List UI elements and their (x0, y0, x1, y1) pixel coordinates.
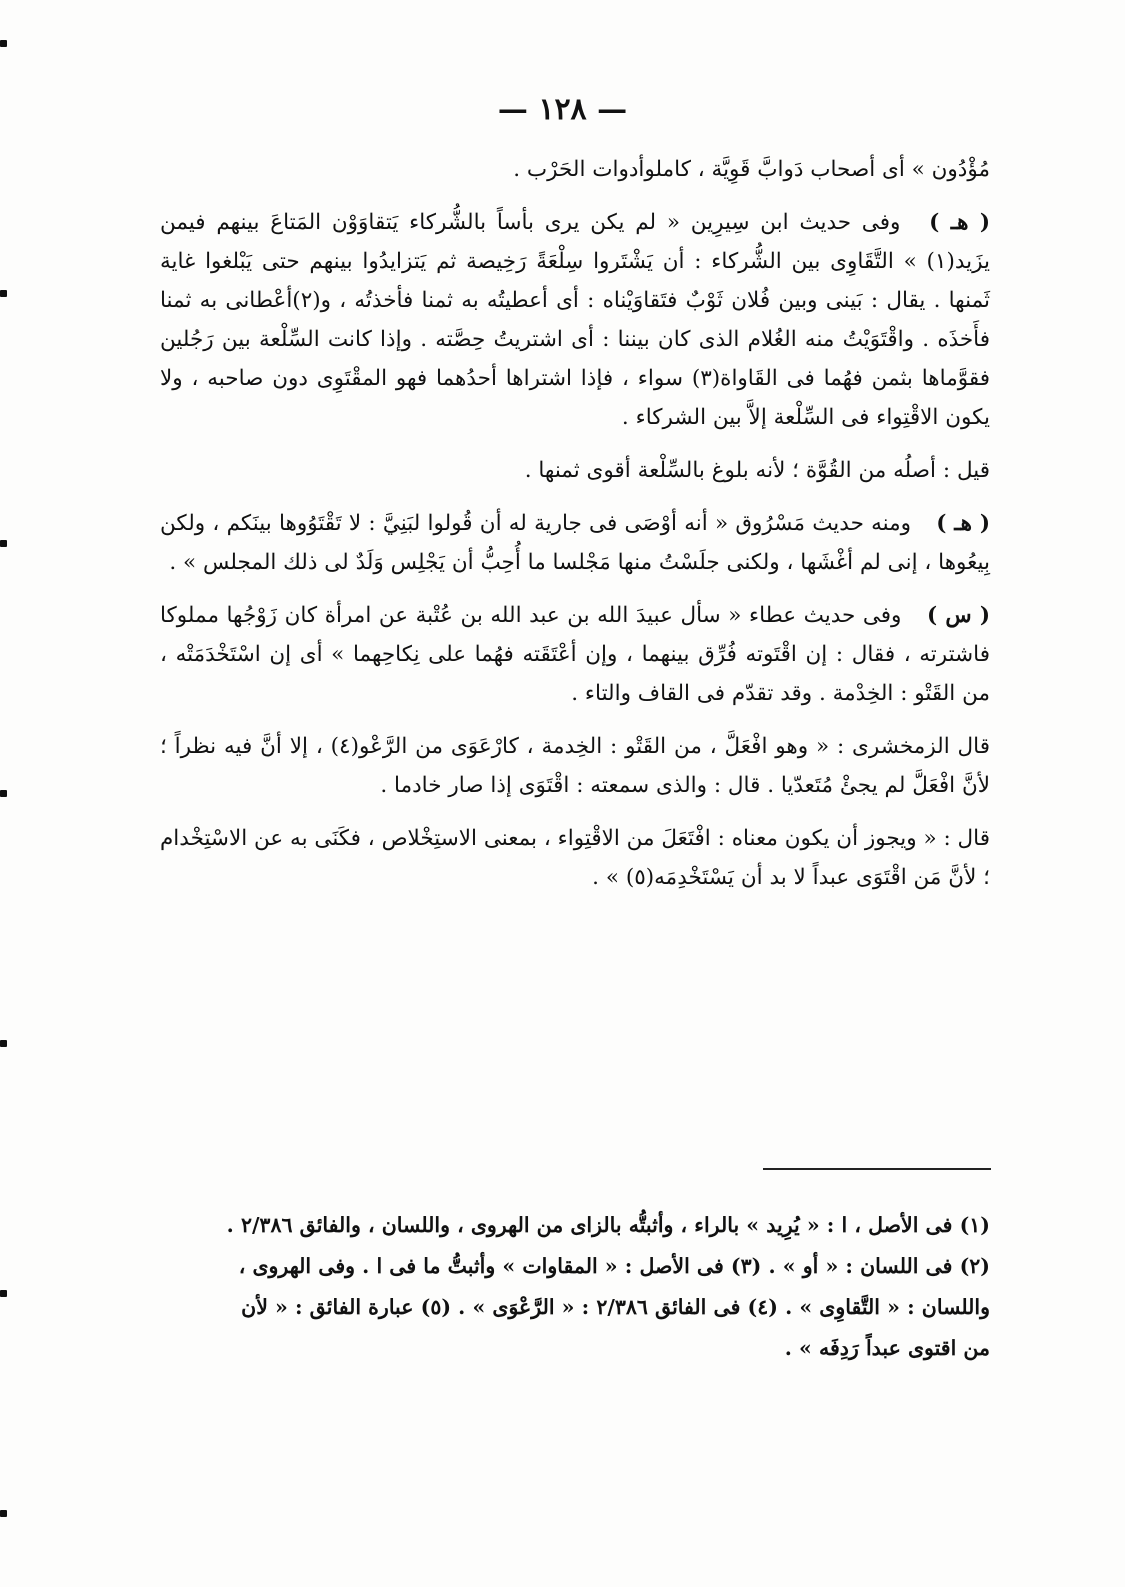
paragraph-text: وفى حديث ابن سِيرِين « لم يكن يرى بأساً بالشُّركاء يَتقاوَوْن المَتاعَ بينهم فيمن يزَيد(١) » التَّقَاوِى بين الشُّركاء : أن يَشْتَروا سِلْعَةً رَخِيصة ثم يَتزايدُوا بينهم حتى يَبْلغوا غاية ثَمنها . يقال : بَينى وبين فُلان ثَوْبٌ فتَقاوَيْناه : أى أعطيتُه به ثمنا فأخذتُه ، و(٢)أعْطانى به ثمنا فأَخذَه . واقْتَوَيْتُ منه الغُلام الذى كان بيننا : أى اشتريتُ حِصَّته . وإذا كانت السِّلْعة بين رَجُلين فقوَّماها بثمن فهُما فى القَاواة(٣) سواء ، فإذا اشتراها أحدُهما فهو المقْتَوِى دون صاحبه ، ولا يكون الاقْتِواء فى السِّلْعة إلاَّ بين الشركاء . (160, 210, 990, 430)
paragraph-marker: ( س ) (927, 603, 990, 628)
footnote-line: (١) فى الأصل ، ا : « يُرِيد » بالراء ، وأثبتُّه بالزاى من الهروى ، واللسان ، والفائق ٢/٣٨٦ . (226, 1213, 990, 1237)
scan-mark (0, 540, 7, 547)
paragraph-text: قيل : أصلُه من القُوَّة ؛ لأنه بلوغ بالسِّلْعة أقوى ثمنها . (524, 458, 990, 483)
main-text (160, 150, 990, 911)
footnote-line: (٢) فى اللسان : « أو » . (٣) فى الأصل : « المقاوات » وأثبتُّ ما فى ا . وفى الهروى ، (238, 1254, 990, 1278)
scan-mark (0, 40, 7, 47)
scan-mark (0, 1040, 7, 1047)
scan-mark (0, 1290, 7, 1297)
paragraph-marker: ( هـ ) (936, 511, 990, 536)
footnote-line: واللسان : « التَّقاوِى » . (٤) فى الفائق ٢/٣٨٦ : « الرَّعْوَى » . (٥) عبارة الفائق : « لأن (241, 1295, 990, 1319)
scan-mark (0, 1510, 7, 1517)
paragraph-text: وفى حديث عطاء « سأل عبيدَ الله بن عبد الله بن عُتْبة عن امرأة كان زَوْجُها مملوكا فاشترته ، فقال : إن اقْتَوته فُرِّق بينهما ، وإن أعْتَقَته فهُما على نِكاحِهما » أى إن اسْتَخْدَمَتْه ، من القَتْو : الخِدْمة . وقد تقدّم فى القاف والتاء . (160, 603, 990, 706)
paragraph (160, 451, 990, 490)
page-number: — ١٢٨ — (497, 92, 628, 127)
footnotes (160, 1205, 990, 1369)
footnote-divider (763, 1168, 991, 1170)
paragraph (160, 203, 990, 437)
paragraph (160, 150, 990, 189)
paragraph-text: قال الزمخشرى : « وهو افْعَلَّ ، من القَتْو : الخِدمة ، كارْعَوَى من الرَّعْو(٤) ، إلا أنَّ فيه نظراً ؛ لأنَّ افْعَلَّ لم يجئْ مُتَعدّيا . قال : والذى سمعته : اقْتَوَى إذا صار خادما . (160, 734, 991, 798)
paragraph-marker: ( هـ ) (929, 210, 991, 235)
paragraph (160, 727, 990, 805)
paragraph-text: قال : « ويجوز أن يكون معناه : افْتَعَلَ من الاقْتِواء ، بمعنى الاستِخْلاص ، فكَنَى به عن الاسْتِخْدام ؛ لأنَّ مَن اقْتَوَى عبداً لا بد أن يَسْتَخْدِمَه(٥) » . (160, 826, 990, 890)
paragraph (160, 596, 990, 713)
scan-mark (0, 290, 7, 297)
scan-mark (0, 790, 7, 797)
paragraph-text: ومنه حديث مَسْرُوق « أنه أوْصَى فى جارية له أن قُولوا لبَنِيَّ : لا تَقْتَوُوها بينَكم ، ولكن بِيعُوها ، إنى لم أغْشَها ، ولكنى جلَسْتُ منها مَجْلسا ما أُحِبُّ أن يَجْلِس وَلَدٌ لى ذلك المجلس » . (160, 511, 990, 575)
paragraph-text: مُؤْدُون » أى أصحاب دَوابَّ قَوِيَّة ، كاملوأدوات الحَرْب . (513, 157, 990, 182)
footnote-line: من اقتوى عبداً رَدِفَه » . (784, 1336, 990, 1360)
paragraph (160, 819, 990, 897)
paragraph (160, 504, 990, 582)
